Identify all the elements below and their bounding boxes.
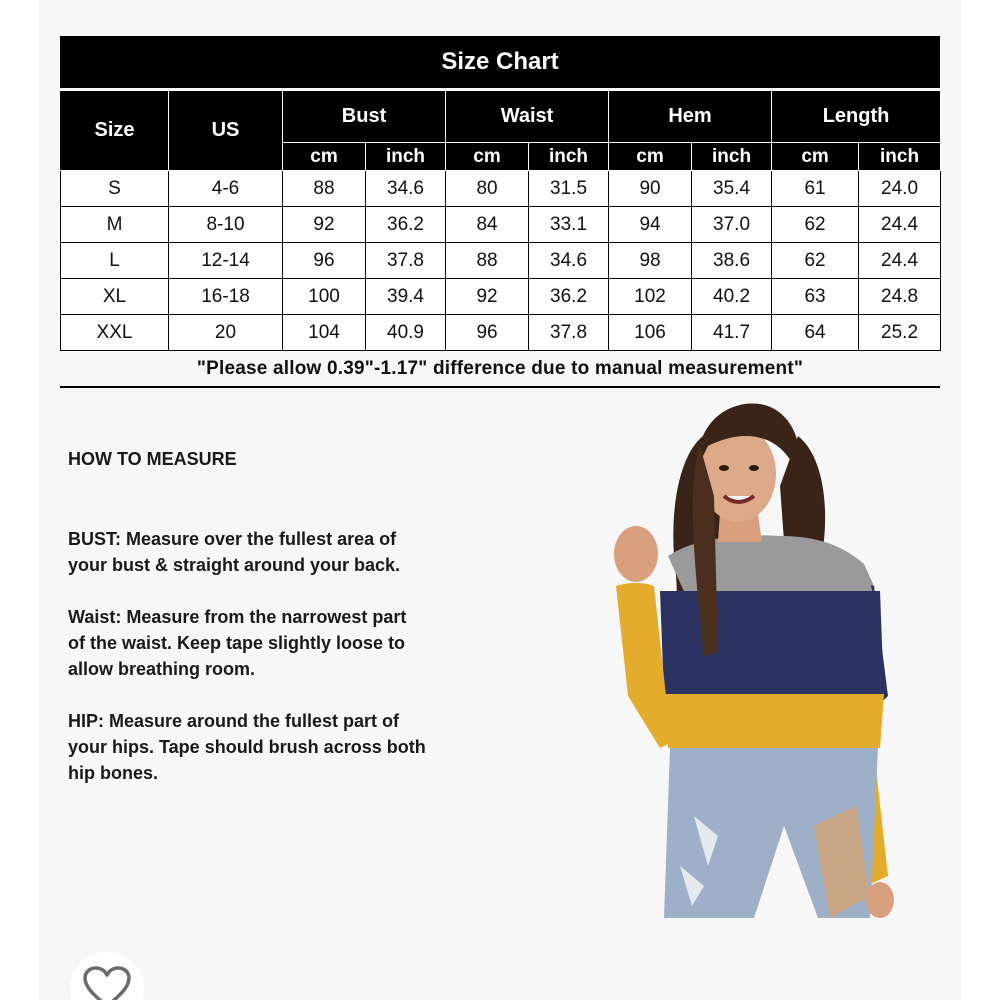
- size-cell: XXL: [61, 315, 169, 351]
- measurement-cell: 61: [772, 171, 859, 207]
- measurement-cell: 88: [446, 243, 529, 279]
- size-cell: S: [61, 171, 169, 207]
- measurement-cell: 24.8: [859, 279, 941, 315]
- size-row: [61, 279, 941, 315]
- measurement-cell: 36.2: [529, 279, 609, 315]
- hip-instruction: HIP: Measure around the fullest part of your hips. Tape should brush across both hip bones.: [68, 711, 426, 783]
- waist-instruction: Waist: Measure from the narrowest part of the waist. Keep tape slightly loose to allow breathing room.: [68, 607, 407, 679]
- measurement-cell: 39.4: [366, 279, 446, 315]
- measurement-cell: 41.7: [692, 315, 772, 351]
- measurement-cell: 40.9: [366, 315, 446, 351]
- unit-header: inch: [529, 143, 609, 171]
- unit-header: inch: [366, 143, 446, 171]
- measurement-cell: 4-6: [169, 171, 283, 207]
- unit-header: cm: [283, 143, 366, 171]
- measurement-cell: 37.8: [529, 315, 609, 351]
- unit-header: cm: [772, 143, 859, 171]
- measurement-cell: 38.6: [692, 243, 772, 279]
- unit-header: inch: [859, 143, 941, 171]
- measurement-cell: 100: [283, 279, 366, 315]
- col-header-us: US: [169, 91, 283, 171]
- unit-header: cm: [609, 143, 692, 171]
- measurement-cell: 96: [283, 243, 366, 279]
- bust-instruction: BUST: Measure over the fullest area of your bust & straight around your back.: [68, 529, 401, 575]
- measurement-cell: 88: [283, 171, 366, 207]
- measurement-cell: 36.2: [366, 207, 446, 243]
- measurement-cell: 96: [446, 315, 529, 351]
- measurement-cell: 16-18: [169, 279, 283, 315]
- col-group-hem: Hem: [609, 91, 772, 143]
- size-chart-table: [60, 90, 941, 351]
- measurement-cell: 98: [609, 243, 692, 279]
- col-group-length: Length: [772, 91, 941, 143]
- unit-header: inch: [692, 143, 772, 171]
- unit-header: cm: [446, 143, 529, 171]
- size-row: [61, 171, 941, 207]
- size-cell: L: [61, 243, 169, 279]
- measurement-cell: 33.1: [529, 207, 609, 243]
- col-header-size: Size: [61, 91, 169, 171]
- how-to-measure-section: [68, 446, 498, 812]
- measurement-note: "Please allow 0.39"-1.17" difference due to manual measurement": [60, 352, 940, 388]
- measurement-cell: 64: [772, 315, 859, 351]
- size-row: [61, 243, 941, 279]
- measurement-cell: 25.2: [859, 315, 941, 351]
- measurement-cell: 12-14: [169, 243, 283, 279]
- measurement-cell: 104: [283, 315, 366, 351]
- size-chart-body: [61, 171, 941, 351]
- measurement-cell: 63: [772, 279, 859, 315]
- measurement-cell: 20: [169, 315, 283, 351]
- measurement-cell: 37.8: [366, 243, 446, 279]
- size-row: [61, 207, 941, 243]
- measurement-cell: 84: [446, 207, 529, 243]
- measurement-cell: 62: [772, 207, 859, 243]
- measurement-cell: 35.4: [692, 171, 772, 207]
- col-group-waist: Waist: [446, 91, 609, 143]
- measurement-cell: 8-10: [169, 207, 283, 243]
- measurement-cell: 90: [609, 171, 692, 207]
- how-to-measure-heading: HOW TO MEASURE: [68, 449, 237, 469]
- size-cell: XL: [61, 279, 169, 315]
- size-chart: [60, 36, 940, 351]
- measurement-cell: 92: [446, 279, 529, 315]
- size-row: [61, 315, 941, 351]
- heart-icon: [82, 966, 132, 1000]
- size-chart-title: Size Chart: [60, 36, 940, 88]
- measurement-cell: 94: [609, 207, 692, 243]
- measurement-cell: 92: [283, 207, 366, 243]
- col-group-bust: Bust: [283, 91, 446, 143]
- measurement-cell: 40.2: [692, 279, 772, 315]
- measurement-cell: 31.5: [529, 171, 609, 207]
- measurement-cell: 80: [446, 171, 529, 207]
- measurement-cell: 34.6: [366, 171, 446, 207]
- model-photo: [608, 396, 904, 918]
- measurement-cell: 34.6: [529, 243, 609, 279]
- measurement-cell: 37.0: [692, 207, 772, 243]
- measurement-cell: 24.4: [859, 207, 941, 243]
- measurement-cell: 102: [609, 279, 692, 315]
- measurement-cell: 106: [609, 315, 692, 351]
- measurement-cell: 24.4: [859, 243, 941, 279]
- measurement-cell: 62: [772, 243, 859, 279]
- size-cell: M: [61, 207, 169, 243]
- measurement-cell: 24.0: [859, 171, 941, 207]
